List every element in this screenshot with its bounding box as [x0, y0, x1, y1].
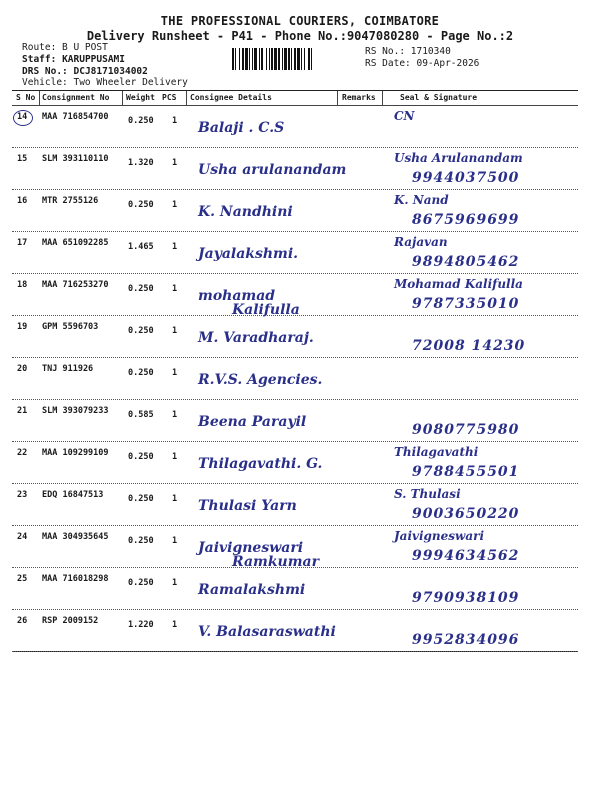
- consignment-cell: MTR 2755126: [42, 196, 99, 206]
- barcode-bar: [282, 48, 283, 70]
- signature-text: Rajavan: [394, 235, 448, 249]
- barcode-bar: [259, 48, 260, 70]
- pcs-cell: 1: [172, 410, 178, 420]
- barcode-bar: [294, 48, 296, 70]
- col-sno: S No: [16, 93, 36, 102]
- table-row: [12, 358, 578, 400]
- barcode-bar: [239, 48, 240, 70]
- consignee-name: M. Varadharaj.: [198, 330, 314, 346]
- pcs-cell: 1: [172, 620, 178, 630]
- weight-cell: 0.585: [128, 410, 154, 420]
- consignee-name-line2: Ramkumar: [232, 554, 319, 570]
- barcode-bar: [288, 48, 290, 70]
- signature-text: K. Nand: [394, 193, 449, 207]
- table-row: [12, 106, 578, 148]
- barcode-bar: [254, 48, 257, 70]
- barcode-bar: [266, 48, 267, 70]
- consignee-name: Jayalakshmi.: [198, 246, 299, 262]
- consignment-cell: MAA 716253270: [42, 280, 109, 290]
- weight-cell: 0.250: [128, 326, 154, 336]
- consignee-name: Balaji . C.S: [198, 120, 285, 136]
- table-row: [12, 526, 578, 568]
- col-weight: Weight: [126, 93, 155, 102]
- barcode-bar: [242, 48, 244, 70]
- receiver-phone: 9994634562: [412, 548, 520, 564]
- barcode-bar: [274, 48, 277, 70]
- consignee-name: Beena Parayil: [198, 414, 307, 430]
- barcode-bar: [271, 48, 273, 70]
- signature-text: Mohamad Kalifulla: [394, 277, 523, 291]
- barcode-bar: [261, 48, 263, 70]
- consignment-cell: GPM 5596703: [42, 322, 99, 332]
- barcode-bar: [269, 48, 270, 70]
- weight-cell: 0.250: [128, 578, 154, 588]
- sno-cell: 22: [17, 448, 28, 458]
- runsheet-table: [12, 90, 578, 652]
- weight-cell: 1.220: [128, 620, 154, 630]
- signature-text: Usha Arulanandam: [394, 151, 523, 165]
- header-divider: [337, 91, 338, 105]
- table-row: [12, 484, 578, 526]
- consignee-name: Usha arulanandam: [198, 162, 347, 178]
- row-divider: [12, 651, 578, 652]
- weight-cell: 1.320: [128, 158, 154, 168]
- staff-name: KARUPPUSAMI: [62, 54, 125, 65]
- barcode-bar: [235, 48, 236, 70]
- consignment-cell: MAA 304935645: [42, 532, 109, 542]
- vehicle-label: Vehicle: Two Wheeler Delivery: [22, 77, 188, 88]
- drs-label: DRS No.:: [22, 66, 68, 77]
- pcs-cell: 1: [172, 578, 178, 588]
- receiver-phone: 9003650220: [412, 506, 520, 522]
- pcs-cell: 1: [172, 494, 178, 504]
- weight-cell: 0.250: [128, 284, 154, 294]
- barcode: [232, 48, 358, 70]
- weight-cell: 0.250: [128, 200, 154, 210]
- sno-cell: 23: [17, 490, 28, 500]
- consignee-name: Ramalakshmi: [198, 582, 306, 598]
- header-divider: [382, 91, 383, 105]
- table-row: [12, 610, 578, 652]
- weight-cell: 0.250: [128, 452, 154, 462]
- barcode-bar: [284, 48, 287, 70]
- signature-text: S. Thulasi: [394, 487, 461, 501]
- consignee-name: Jaivigneswari: [198, 540, 304, 556]
- table-row: [12, 190, 578, 232]
- barcode-bar: [311, 48, 312, 70]
- pcs-cell: 1: [172, 242, 178, 252]
- drs-line: [22, 66, 148, 77]
- drs-number: DCJ8171034002: [73, 66, 148, 77]
- table-row: [12, 232, 578, 274]
- table-row: [12, 442, 578, 484]
- barcode-bar: [291, 48, 292, 70]
- receiver-phone: 8675969699: [412, 212, 520, 228]
- col-consignee: Consignee Details: [190, 93, 272, 102]
- barcode-bar: [304, 48, 305, 70]
- weight-cell: 0.250: [128, 536, 154, 546]
- consignment-cell: EDQ 16847513: [42, 490, 104, 500]
- consignment-cell: MAA 109299109: [42, 448, 109, 458]
- weight-cell: 0.250: [128, 494, 154, 504]
- consignment-cell: RSP 2009152: [42, 616, 99, 626]
- barcode-bar: [301, 48, 302, 70]
- sno-cell: 25: [17, 574, 28, 584]
- receiver-phone: 9894805462: [412, 254, 520, 270]
- consignment-cell: SLM 393079233: [42, 406, 109, 416]
- signature-text: Jaivigneswari: [394, 529, 485, 543]
- company-title: THE PROFESSIONAL COURIERS, COIMBATORE: [160, 14, 440, 28]
- pcs-cell: 1: [172, 284, 178, 294]
- barcode-bar: [278, 48, 280, 70]
- weight-cell: 0.250: [128, 368, 154, 378]
- consignment-cell: TNJ 911926: [42, 364, 94, 374]
- col-consignment: Consignment No: [42, 93, 110, 102]
- receiver-phone: 9952834096: [412, 632, 520, 648]
- barcode-bar: [232, 48, 234, 70]
- circled-number-mark: [13, 110, 33, 126]
- receiver-phone: 9787335010: [412, 296, 520, 312]
- consignee-name: V. Balasaraswathi: [198, 624, 336, 640]
- signature-text: Thilagavathi: [394, 445, 479, 459]
- barcode-bar: [245, 48, 248, 70]
- pcs-cell: 1: [172, 326, 178, 336]
- consignment-cell: MAA 716854700: [42, 112, 109, 122]
- route-label: Route: B U POST: [22, 42, 108, 53]
- runsheet-title: Delivery Runsheet - P41 - Phone No.:9047080280 - Page No.:2: [86, 29, 514, 43]
- pcs-cell: 1: [172, 200, 178, 210]
- sno-cell: 17: [17, 238, 28, 248]
- table-row: [12, 274, 578, 316]
- sno-cell: 14: [17, 112, 28, 122]
- consignment-cell: SLM 393110110: [42, 154, 109, 164]
- receiver-phone: 9944037500: [412, 170, 520, 186]
- consignee-name: Thilagavathi. G.: [198, 456, 323, 472]
- table-row: [12, 316, 578, 358]
- table-row: [12, 400, 578, 442]
- rs-date: RS Date: 09-Apr-2026: [365, 58, 480, 69]
- consignee-name: R.V.S. Agencies.: [198, 372, 323, 388]
- col-remarks: Remarks: [342, 93, 376, 102]
- col-pcs: PCS: [162, 93, 177, 102]
- barcode-bar: [297, 48, 300, 70]
- header-divider: [39, 91, 40, 105]
- sno-cell: 19: [17, 322, 28, 332]
- pcs-cell: 1: [172, 158, 178, 168]
- receiver-phone: 9788455501: [412, 464, 520, 480]
- sno-cell: 16: [17, 196, 28, 206]
- signature-text: CN: [394, 109, 415, 123]
- barcode-bar: [249, 48, 250, 70]
- staff-label: Staff:: [22, 54, 57, 65]
- consignee-name: Thulasi Yarn: [198, 498, 297, 514]
- weight-cell: 1.465: [128, 242, 154, 252]
- table-row: [12, 568, 578, 610]
- pcs-cell: 1: [172, 368, 178, 378]
- receiver-phone: 72008 14230: [412, 338, 526, 354]
- staff-line: [22, 54, 125, 65]
- pcs-cell: 1: [172, 116, 178, 126]
- header-divider: [186, 91, 187, 105]
- barcode-bar: [252, 48, 253, 70]
- sno-cell: 20: [17, 364, 28, 374]
- barcode-bar: [308, 48, 310, 70]
- consignment-cell: MAA 651092285: [42, 238, 109, 248]
- pcs-cell: 1: [172, 536, 178, 546]
- rs-number: RS No.: 1710340: [365, 46, 451, 57]
- weight-cell: 0.250: [128, 116, 154, 126]
- sno-cell: 26: [17, 616, 28, 626]
- receiver-phone: 9080775980: [412, 422, 520, 438]
- receiver-phone: 9790938109: [412, 590, 520, 606]
- sno-cell: 18: [17, 280, 28, 290]
- header-divider: [122, 91, 123, 105]
- consignment-cell: MAA 716018298: [42, 574, 109, 584]
- sno-cell: 24: [17, 532, 28, 542]
- consignee-name: K. Nandhini: [198, 204, 293, 220]
- col-seal: Seal & Signature: [400, 93, 478, 102]
- pcs-cell: 1: [172, 452, 178, 462]
- consignee-name-line2: Kalifulla: [232, 302, 300, 318]
- sno-cell: 21: [17, 406, 28, 416]
- sno-cell: 15: [17, 154, 28, 164]
- consignee-name: mohamad: [198, 288, 276, 304]
- table-row: [12, 148, 578, 190]
